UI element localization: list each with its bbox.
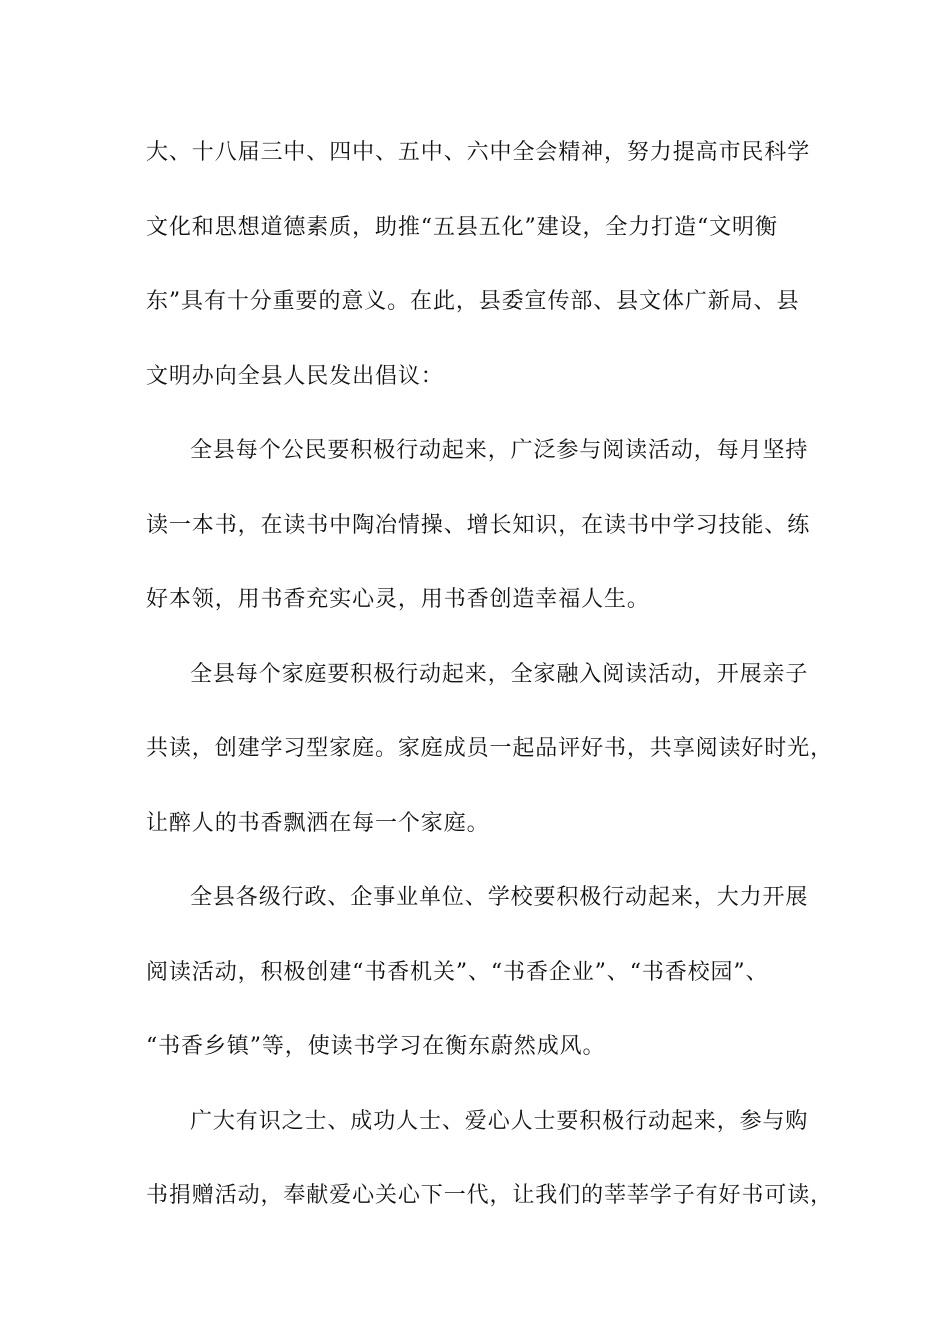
- text-line: 大、十八届三中、四中、五中、六中全会精神，努力提高市民科学: [146, 140, 811, 165]
- paragraph-first-line: 全县各级行政、企事业单位、学校要积极行动起来，大力开展: [190, 885, 809, 910]
- paragraph-first-line: 全县每个公民要积极行动起来，广泛参与阅读活动，每月坚持: [190, 438, 809, 463]
- text-line: 文明办向全县人民发出倡议：: [146, 363, 444, 389]
- text-line: 共读，创建学习型家庭。家庭成员一起品评好书，共享阅读好时光，: [146, 736, 834, 761]
- text-line: 好本领，用书香充实心灵，用书香创造幸福人生。: [146, 587, 650, 612]
- paragraph-first-line: 全县每个家庭要积极行动起来，全家融入阅读活动，开展亲子: [190, 661, 809, 687]
- text-line: 东”具有十分重要的意义。在此，县委宣传部、县文体广新局、县: [146, 289, 800, 314]
- body-text: [146, 134, 836, 1252]
- text-line: “书香乡镇”等，使读书学习在衡东蔚然成风。: [146, 1034, 606, 1059]
- text-line: 读一本书，在读书中陶冶情操、增长知识，在读书中学习技能、练: [146, 512, 811, 538]
- text-line: 书捐赠活动，奉献爱心关心下一代，让我们的莘莘学子有好书可读，: [146, 1183, 834, 1208]
- text-line: 让醉人的书香飘洒在每一个家庭。: [146, 810, 490, 836]
- text-line: 阅读活动，积极创建“书香机关”、“书香企业”、“书香校园”、: [146, 959, 769, 985]
- paragraph-first-line: 广大有识之士、成功人士、爱心人士要积极行动起来，参与购: [190, 1108, 809, 1134]
- text-line: 文化和思想道德素质，助推“五县五化”建设，全力打造“文明衡: [146, 214, 778, 240]
